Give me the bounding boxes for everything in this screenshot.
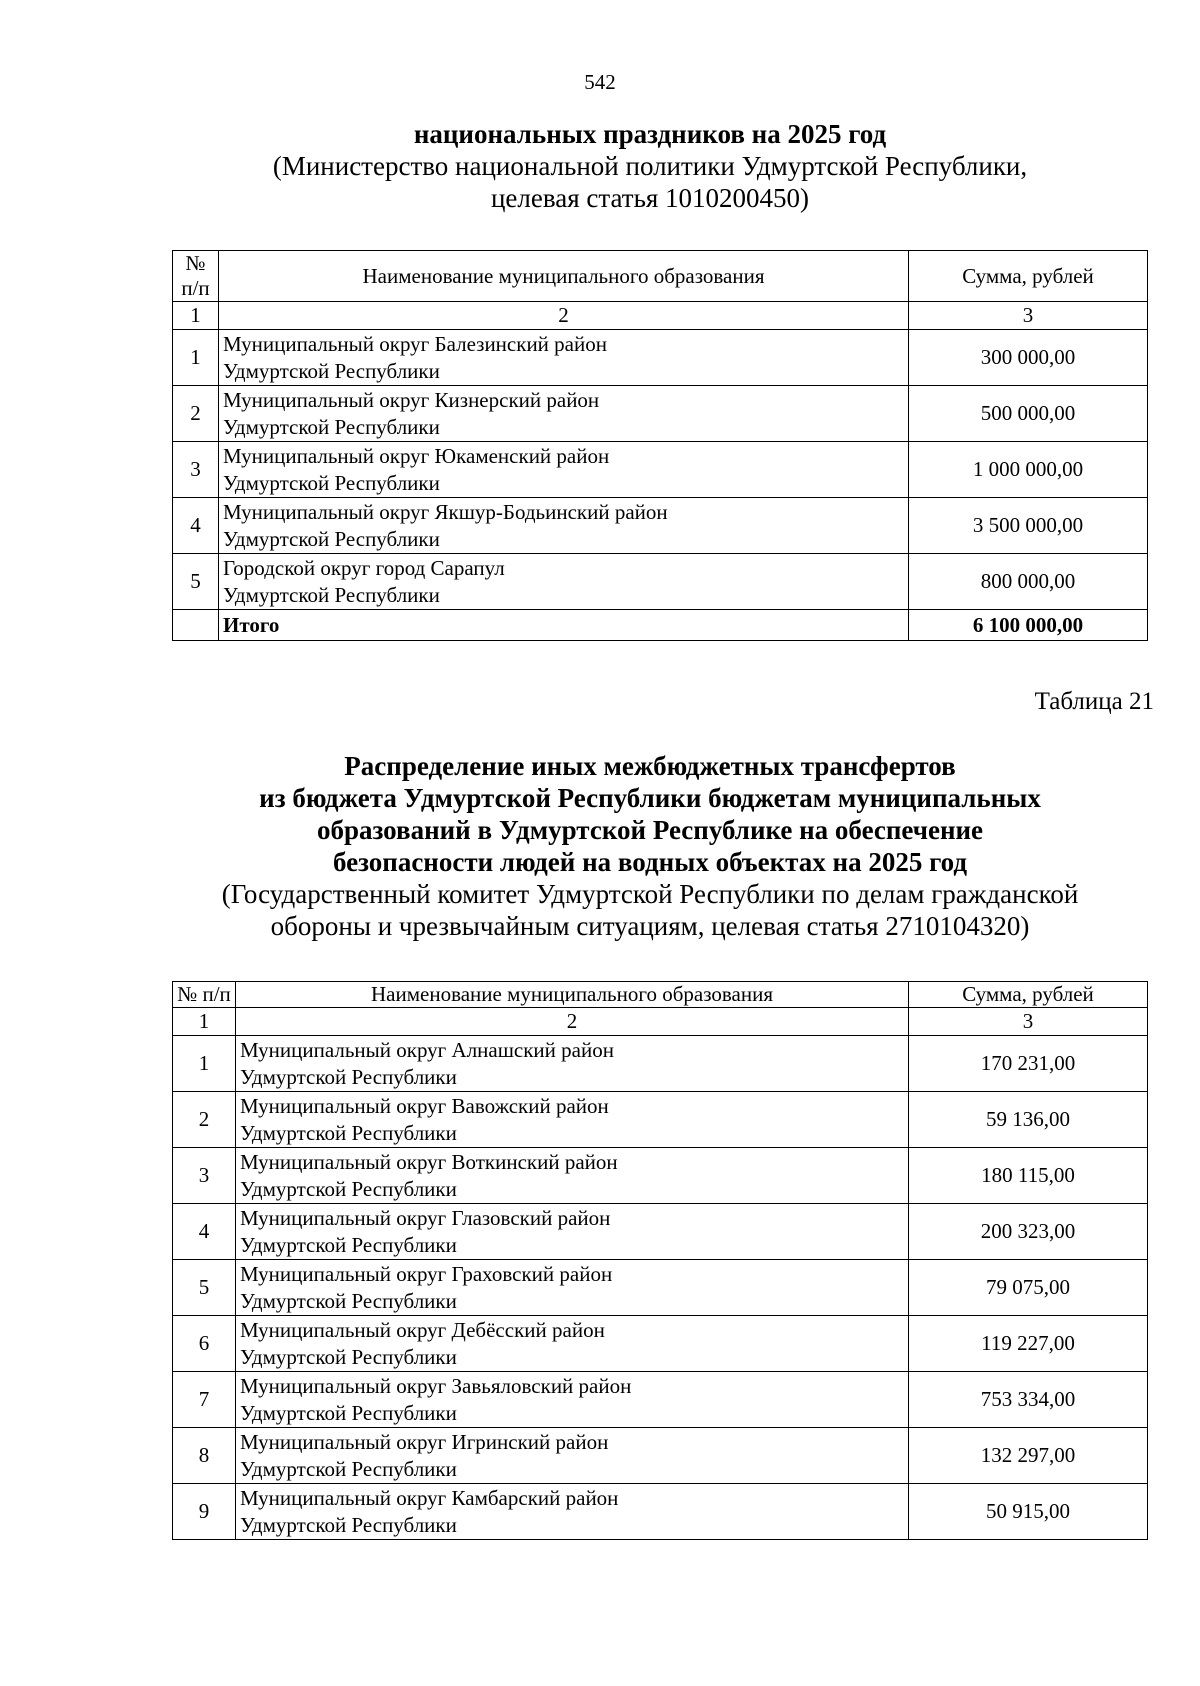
table-body: [173, 1036, 1148, 1540]
municipality-name-line: Удмуртской Республики: [240, 1512, 457, 1537]
municipality-name-line: Удмуртской Республики: [223, 582, 440, 607]
amount: 79 075,00: [909, 1260, 1148, 1316]
row-number: 3: [173, 1148, 236, 1204]
column-index: 2: [236, 1008, 909, 1036]
municipality-name-line: Удмуртской Республики: [240, 1344, 457, 1369]
municipality-name: [219, 330, 909, 386]
row-number: 3: [173, 442, 219, 498]
table-row: [173, 330, 1148, 386]
section2-heading: [130, 750, 1170, 942]
table-row: [173, 1204, 1148, 1260]
amount: 800 000,00: [909, 554, 1148, 610]
header-name: Наименование муниципального образования: [236, 982, 909, 1008]
municipality-name-line: Муниципальный округ Балезинский район: [223, 331, 607, 356]
section2-subtitle-line: обороны и чрезвычайным ситуациям, целевая статья 2710104320): [270, 911, 1030, 941]
municipality-name: [219, 386, 909, 442]
total-empty-cell: [173, 610, 219, 641]
page-number: 542: [584, 70, 616, 94]
municipality-name-line: Удмуртской Республики: [240, 1288, 457, 1313]
total-sum: 6 100 000,00: [909, 610, 1148, 641]
table-label: Таблица 21: [1034, 688, 1154, 715]
section2-title-line: Распределение иных межбюджетных трансфертов: [344, 751, 956, 781]
municipality-name-line: Муниципальный округ Дебёсский район: [240, 1317, 605, 1342]
table-row: [173, 1316, 1148, 1372]
municipality-name-line: Удмуртской Республики: [240, 1064, 457, 1089]
amount: 753 334,00: [909, 1372, 1148, 1428]
amount: 50 915,00: [909, 1484, 1148, 1540]
table-row: [173, 1428, 1148, 1484]
table-row: [173, 1372, 1148, 1428]
municipality-name: [219, 442, 909, 498]
row-number: 5: [173, 1260, 236, 1316]
municipality-name-line: Муниципальный округ Алнашский район: [240, 1037, 614, 1062]
section2-title-line: безопасности людей на водных объектах на 2025 год: [332, 847, 968, 877]
municipality-name: [236, 1484, 909, 1540]
amount: 59 136,00: [909, 1092, 1148, 1148]
municipality-name: [236, 1316, 909, 1372]
row-number: 1: [173, 330, 219, 386]
section2-title-line: образований в Удмуртской Республике на обеспечение: [316, 815, 984, 845]
row-number: 6: [173, 1316, 236, 1372]
amount: 3 500 000,00: [909, 498, 1148, 554]
column-index: 3: [909, 302, 1148, 330]
row-number: 4: [173, 1204, 236, 1260]
amount: 180 115,00: [909, 1148, 1148, 1204]
table-row: [173, 386, 1148, 442]
table-row: [173, 442, 1148, 498]
table-row: [173, 1092, 1148, 1148]
municipality-name: [236, 1148, 909, 1204]
municipality-name-line: Удмуртской Республики: [240, 1232, 457, 1257]
section1-title: национальных праздников на 2025 год: [413, 119, 887, 149]
amount: 300 000,00: [909, 330, 1148, 386]
municipality-name: [236, 1092, 909, 1148]
header-name: Наименование муниципального образования: [219, 251, 909, 302]
municipality-name: [236, 1036, 909, 1092]
row-number: 1: [173, 1036, 236, 1092]
column-index: 2: [219, 302, 909, 330]
municipality-name-line: Муниципальный округ Юкаменский район: [223, 443, 610, 468]
row-number: 2: [173, 386, 219, 442]
municipality-name: [236, 1428, 909, 1484]
municipality-name-line: Городской округ город Сарапул: [223, 555, 505, 580]
allocation-table-2: [172, 981, 1148, 1540]
amount: 170 231,00: [909, 1036, 1148, 1092]
row-number: 4: [173, 498, 219, 554]
header-number: № п/п: [173, 251, 219, 302]
row-number: 2: [173, 1092, 236, 1148]
column-index-row: [173, 302, 1148, 330]
row-number: 7: [173, 1372, 236, 1428]
header-number: № п/п: [173, 982, 236, 1008]
amount: 119 227,00: [909, 1316, 1148, 1372]
municipality-name: [236, 1260, 909, 1316]
municipality-name-line: Удмуртской Республики: [223, 470, 440, 495]
municipality-name-line: Муниципальный округ Завьяловский район: [240, 1373, 632, 1398]
municipality-name: [219, 554, 909, 610]
municipality-name-line: Муниципальный округ Кизнерский район: [223, 387, 600, 412]
total-row: [173, 610, 1148, 641]
allocation-table-1: [172, 250, 1148, 641]
municipality-name-line: Муниципальный округ Якшур-Бодьинский район: [223, 499, 668, 524]
municipality-name-line: Удмуртской Республики: [223, 526, 440, 551]
municipality-name-line: Удмуртской Республики: [240, 1176, 457, 1201]
municipality-name-line: Удмуртской Республики: [223, 414, 440, 439]
table-row: [173, 1260, 1148, 1316]
section1-heading: [150, 118, 1150, 214]
row-number: 5: [173, 554, 219, 610]
section2-subtitle-line: (Государственный комитет Удмуртской Республики по делам гражданской: [221, 879, 1079, 909]
municipality-name-line: Муниципальный округ Воткинский район: [240, 1149, 618, 1174]
table-row: [173, 554, 1148, 610]
column-index: 3: [909, 1008, 1148, 1036]
municipality-name-line: Муниципальный округ Игринский район: [240, 1429, 609, 1454]
section1-subtitle-line: (Министерство национальной политики Удмуртской Республики,: [272, 151, 1028, 181]
municipality-name-line: Муниципальный округ Вавожский район: [240, 1093, 609, 1118]
municipality-name-line: Муниципальный округ Камбарский район: [240, 1485, 619, 1510]
amount: 500 000,00: [909, 386, 1148, 442]
header-sum: Сумма, рублей: [909, 982, 1148, 1008]
column-index-row: [173, 1008, 1148, 1036]
column-index: 1: [173, 1008, 236, 1036]
table-body: [173, 330, 1148, 610]
table-row: [173, 498, 1148, 554]
table-row: [173, 1148, 1148, 1204]
municipality-name-line: Удмуртской Республики: [223, 358, 440, 383]
amount: 132 297,00: [909, 1428, 1148, 1484]
row-number: 9: [173, 1484, 236, 1540]
municipality-name: [236, 1204, 909, 1260]
municipality-name-line: Удмуртской Республики: [240, 1400, 457, 1425]
row-number: 8: [173, 1428, 236, 1484]
municipality-name-line: Муниципальный округ Глазовский район: [240, 1205, 611, 1230]
table-row: [173, 1036, 1148, 1092]
table-header-row: [173, 982, 1148, 1008]
municipality-name: [236, 1372, 909, 1428]
amount: 1 000 000,00: [909, 442, 1148, 498]
column-index: 1: [173, 302, 219, 330]
municipality-name: [219, 498, 909, 554]
total-label: Итого: [219, 610, 909, 641]
municipality-name-line: Удмуртской Республики: [240, 1456, 457, 1481]
municipality-name-line: Муниципальный округ Граховский район: [240, 1261, 613, 1286]
table-header-row: [173, 251, 1148, 302]
section1-subtitle-line: целевая статья 1010200450): [490, 183, 810, 213]
table-row: [173, 1484, 1148, 1540]
amount: 200 323,00: [909, 1204, 1148, 1260]
header-sum: Сумма, рублей: [909, 251, 1148, 302]
municipality-name-line: Удмуртской Республики: [240, 1120, 457, 1145]
section2-title-line: из бюджета Удмуртской Республики бюджетам муниципальных: [259, 783, 1041, 813]
